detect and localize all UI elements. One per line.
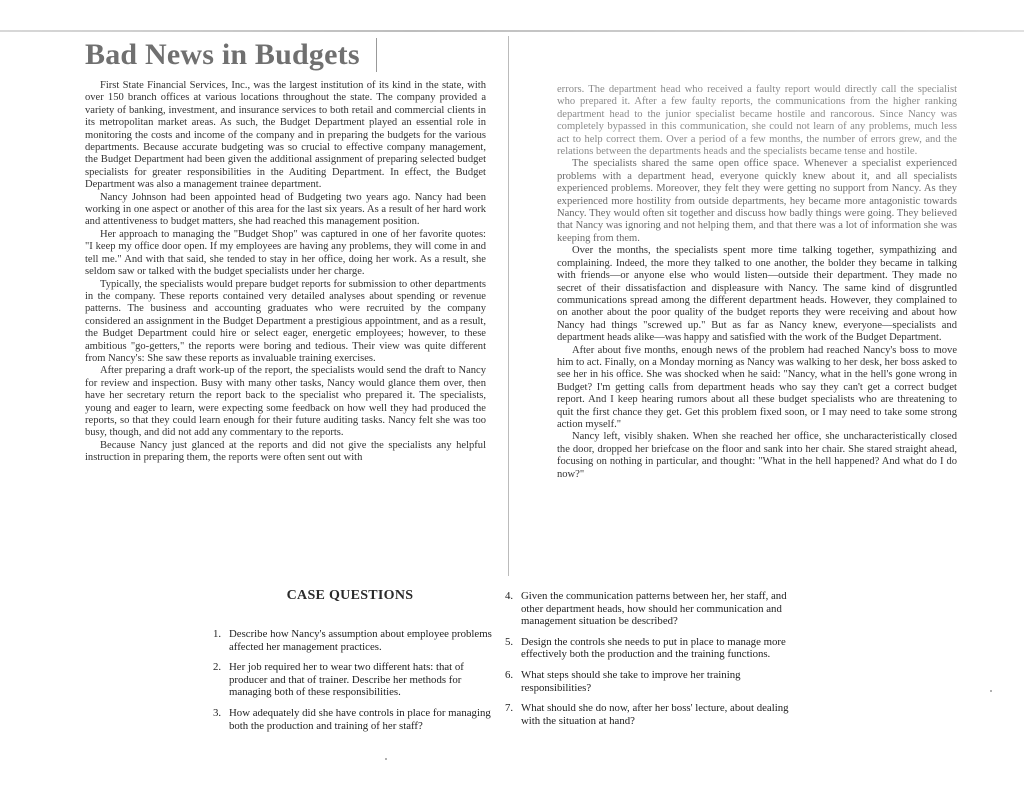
paragraph: Nancy left, visibly shaken. When she reached her office, she uncharacteristically closed the door, dropped her briefcase on the floor and sank into her chair. She stared straight ahead, focusing on nothing in particular, and thought: "What in the hell happened? And what do I do now?" [557,431,957,480]
question-text: Design the controls she needs to put in place to manage more effectively both the production and the training functions. [521,635,786,661]
question-item [505,702,790,727]
question-text: How adequately did she have controls in place for managing both the production and training of her staff? [229,706,491,732]
paragraph: After about five months, enough news of the problem had reached Nancy's boss to move him to act. Finally, on a Monday morning as Nancy was walking to her desk, her boss asked to see her in his office. She was shocked when he said: "Nancy, what in the hell's gone wrong in Budget? I'm getting calls from department heads who say they can't get a correct budget report. And I keep hearing rumors about all these budget specialists who are threatening to quit the first chance they get. Get this problem fixed soon, or I may need to take some strong action myself." [557,344,957,430]
paragraph: Her approach to managing the "Budget Shop" was captured in one of her favorite quotes: "I keep my office door open. If my employees are having any problems, they will come in and tell me." And with that said, she tended to stay in her office, doing her work. As a result, she seldom saw or talked with the budget specialists under her charge. [85,228,486,278]
question-number: 4. [505,590,514,602]
case-questions-heading: CASE QUESTIONS [286,588,414,603]
question-item [505,669,790,694]
question-text: What should she do now, after her boss' lecture, about dealing with the situation at hand? [521,702,789,727]
scan-edge-line [0,30,1024,32]
question-text: Describe how Nancy's assumption about employee problems affected her management practices. [229,628,492,653]
scan-speck [990,690,992,692]
left-column [85,80,486,465]
paragraph: After preparing a draft work-up of the report, the specialists would send the draft to Nancy for review and inspection. Busy with many other tasks, Nancy would glance them over, then have her secretary return the report back to the specialist who prepared it. The specialists, young and eager to learn, were expecting some feedback on how well they had produced the reports, so that they could learn enough for their future auditing tasks. Nancy felt she was too busy, though, and did not add any commentary to the reports. [85,365,486,439]
question-item [213,707,496,732]
case-questions-right [505,590,790,735]
question-number: 7. [505,702,514,715]
question-item [213,661,496,699]
question-number: 6. [505,668,514,681]
right-column [557,84,957,481]
question-number: 5. [505,635,514,648]
question-number: 3. [213,706,222,719]
case-questions-left [213,628,496,740]
question-item [213,628,496,653]
question-item [505,590,790,628]
question-number: 2. [213,661,222,674]
scan-speck [385,758,387,760]
paragraph: The specialists shared the same open office space. Whenever a specialist experienced problems with a department head, everyone quickly knew about it, and all specialists experienced problems. Moreover, they felt they were getting no support from Nancy. As they experienced more hostility from outside departments, hey became more antagonistic towards Nancy. They would often sit together and discuss how badly things were going. They believed that Nancy was ignoring and not helping them, and that there was a lot of information she was keeping from them. [557,158,957,244]
question-item [505,636,790,661]
paragraph: Nancy Johnson had been appointed head of Budgeting two years ago. Nancy had been working in one aspect or another of this area for the last six years. As a result of her hard work and attentiveness to budget matters, she had reached this management position. [85,191,486,228]
paragraph: Because Nancy just glanced at the reports and did not give the specialists any helpful instruction in preparing them, the reports were often sent out with [85,439,486,464]
question-number: 1. [213,628,222,640]
question-text: What steps should she take to improve her training responsibilities? [521,668,741,694]
question-text: Given the communication patterns between her, her staff, and other department heads, how should her communication and management situation be described? [521,590,787,628]
question-text: Her job required her to wear two different hats: that of producer and that of trainer. Describe her methods for managing both of these responsibilities. [229,661,464,699]
paragraph: errors. The department head who received a faulty report would directly call the specialist who prepared it. After a few faulty reports, the communications from the higher ranking department head to the junior specialist became hostile and rancorous. Since Nancy was completely bypassed in this communication, she could not learn of any problems, much less act to help correct them. Over a period of a few months, the number of errors grew, and the relations between the departments heads and the specialists became tense and hostile. [557,84,957,158]
column-divider [508,36,509,576]
paragraph: Typically, the specialists would prepare budget reports for submission to other departments in the company. These reports contained very detailed analyses about spending or revenue patterns. The business and accounting graduates who were recruited by the company considered an assignment in the Budget Department a prestigious appointment, and as a result, the Budget Department could hire or select eager, energetic employees; however, to these ambitious "go-getters," the reports were boring and tedious. Their view was quite different from Nancy's: She saw these reports as invaluable training exercises. [85,278,486,364]
paragraph: Over the months, the specialists spent more time talking together, sympathizing and complaining. Indeed, the more they talked to one another, the bolder they became in talking with friends—or anyone else who would listen—outside their department. They made no secret of their dissatisfaction and displeasure with Nancy. The same kind of disgruntled communications spread among the different department heads. However, they complained to on another about the poor quality of the budget reports they were receiving and about how Nancy had things "screwed up." But as far as Nancy knew, everyone—specialists and department heads alike—was happy and satisfied with the work of the Budget Department. [557,245,957,344]
paragraph: First State Financial Services, Inc., was the largest institution of its kind in the state, with over 150 branch offices at various locations throughout the state. The company provided a variety of banking, investment, and insurance services to both retail and commercial clients in its metropolitan market areas. As such, the Budget Department played an essential role in monitoring the costs and income of the company and in preparing the budgets for the various departments. Because accurate budgeting was so crucial to effective company management, the Budget Department had been given the additional assignment of preparing selected budget specialists for greater responsibilities in the Auditing Department. In effect, the Budget Department was also a management trainee department. [85,80,486,191]
page-title: Bad News in Budgets [85,38,377,72]
